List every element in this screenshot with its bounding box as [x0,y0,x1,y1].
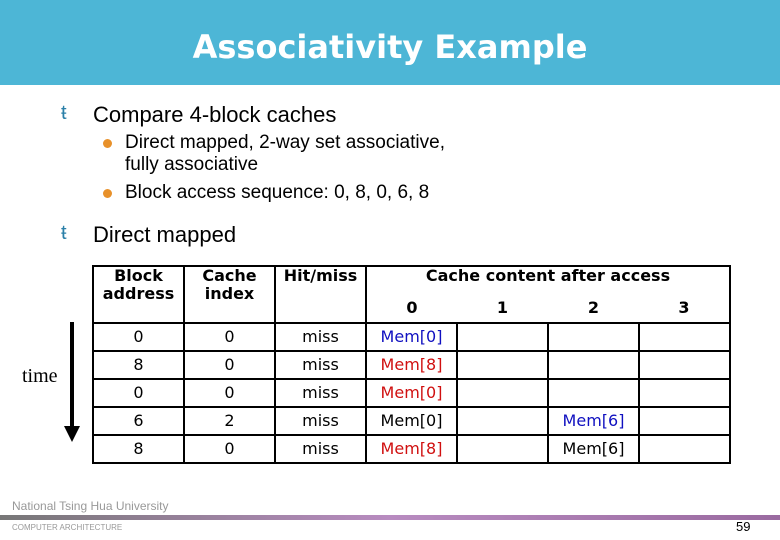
cell-block: 0 [93,323,184,351]
cell-hit: miss [275,351,366,379]
bullet-text: Direct mapped [93,222,237,247]
cell-content-slot-2: Mem[6] [548,435,639,463]
header-block-address: Block address [93,266,184,323]
page-number: 59 [736,519,751,534]
bullet-direct-mapped [61,222,237,248]
cell-content-slot-3 [639,351,730,379]
cell-content-slot-1 [457,323,548,351]
header-cache-index: Cache index [184,266,275,323]
cell-content-slot-3 [639,379,730,407]
header-slot: 3 [639,293,730,323]
time-arrow-icon [70,322,74,428]
sub-bullet-text: fully associative [125,154,259,175]
cell-hit: miss [275,379,366,407]
cell-block: 8 [93,351,184,379]
footer-band [0,515,780,520]
sub-bullet [125,182,429,204]
cell-content-slot-0: Mem[8] [366,351,457,379]
cell-content-slot-2 [548,379,639,407]
bullet-icon: ŧ [61,222,67,244]
cell-content-slot-2 [548,351,639,379]
cell-block: 0 [93,379,184,407]
footer-university: National Tsing Hua University [12,499,169,513]
sub-bullet-text: Block access sequence: 0, 8, 0, 6, 8 [125,182,430,203]
arrowhead-icon [64,426,80,442]
cell-block: 6 [93,407,184,435]
cell-index: 0 [184,323,275,351]
header-slot: 2 [587,297,600,317]
cell-hit: miss [275,435,366,463]
cell-content-slot-0: Mem[8] [366,435,457,463]
header-slot: 1 [496,297,509,317]
sub-bullet [125,132,445,176]
cell-content-slot-1 [457,351,548,379]
cell-content-slot-0: Mem[0] [366,379,457,407]
header-cache-content: Cache content after access [366,266,730,293]
header-slot: 0 [366,293,457,323]
cell-index: 0 [184,351,275,379]
cell-content-slot-1 [457,435,548,463]
cell-block: 8 [93,435,184,463]
sub-bullet-text: Direct mapped, 2-way set associative, [125,132,445,153]
table-row [93,379,730,407]
cell-index: 0 [184,379,275,407]
time-label: time [22,365,58,387]
bullet-compare [61,102,337,128]
cell-content-slot-2: Mem[6] [548,407,639,435]
cache-table [92,265,731,464]
cell-content-slot-0: Mem[0] [366,407,457,435]
cell-content-slot-3 [639,435,730,463]
header-hit-miss: Hit/miss [275,266,366,323]
cell-content-slot-1 [457,407,548,435]
cell-hit: miss [275,407,366,435]
bullet-dot-icon [103,139,112,148]
table-row [93,351,730,379]
cell-content-slot-3 [639,323,730,351]
slide-title: Associativity Example [192,28,588,66]
cell-index: 2 [184,407,275,435]
bullet-text: Compare 4-block caches [93,102,337,127]
cell-content-slot-2 [548,323,639,351]
cell-content-slot-0: Mem[0] [366,323,457,351]
cell-hit: miss [275,323,366,351]
cell-content-slot-1 [457,379,548,407]
bullet-dot-icon [103,189,112,198]
table-row [93,435,730,463]
cell-content-slot-3 [639,407,730,435]
footer-course: COMPUTER ARCHITECTURE [12,523,123,532]
cell-index: 0 [184,435,275,463]
table-row [93,323,730,351]
bullet-icon: ŧ [61,102,67,124]
table-row [93,407,730,435]
